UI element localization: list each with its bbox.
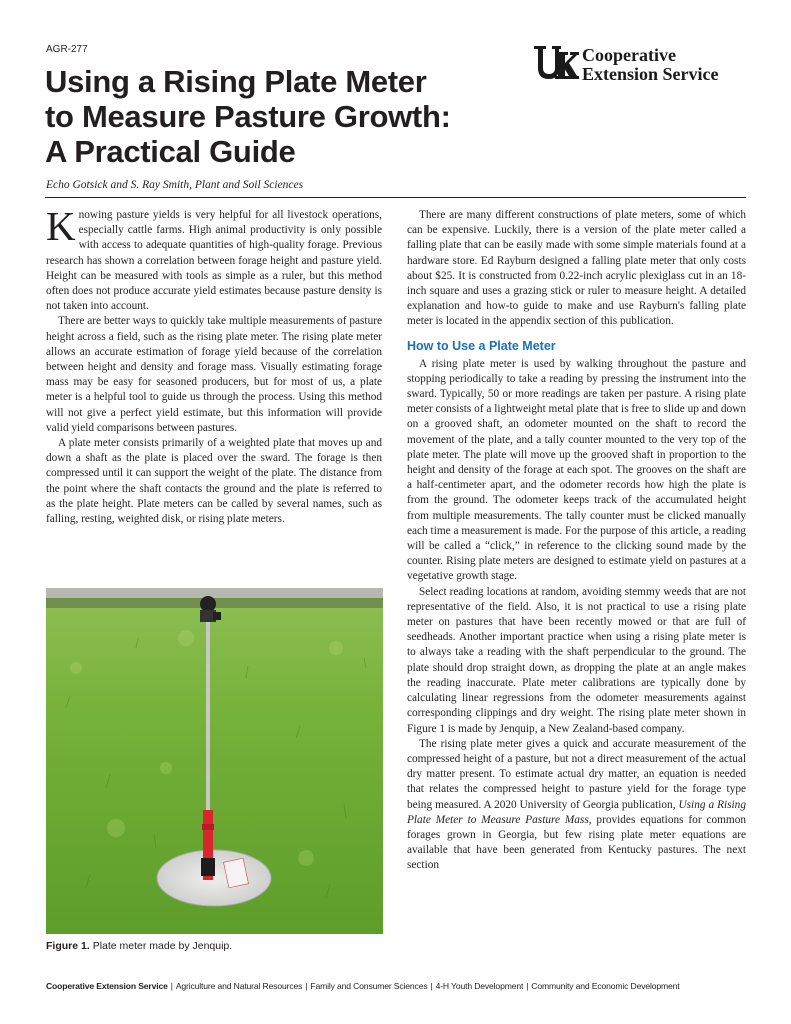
paragraph: The rising plate meter gives a quick and accurate measurement of the compressed height of a pasture, but not a direct measurement of the actual dry matter present. To estimate actual dry matter, an equation is needed that relates the compressed height to pasture yield for the forage type being measured. A 2020 University of Georgia publication, Using a Rising Plate Meter to Measure Pasture Mass, provides equations for common forages grown in Georgia, but few rising plate meter equations are available that have been generated from Kentucky pastures. The next section xyxy=(407,737,746,872)
title-line: Using a Rising Plate Meter xyxy=(45,64,427,99)
paragraph: There are many different constructions of plate meters, some of which can be expensive. Luckily, there is a version of the plate meter called a falling plate that can be easily made with some simple materials found at a hardware store. Ed Rayburn designed a falling plate meter that only costs about $25. It is constructed from 0.22-inch acrylic plexiglass cut in an 18-inch square and uses a grazing stick or ruler to measure height. A detailed explanation and how-to guide to make and use Rayburn's falling plate meter is located in the appendix section of this publication. xyxy=(407,209,746,328)
section-heading: How to Use a Plate Meter xyxy=(407,338,556,353)
footer-program: 4-H Youth Development xyxy=(435,981,524,991)
publication-code: AGR-277 xyxy=(46,44,88,55)
header-divider xyxy=(45,197,746,198)
footer-program: Agriculture and Natural Resources xyxy=(175,981,303,991)
plate-meter-in-pasture-image xyxy=(46,588,383,934)
drop-cap: K xyxy=(46,203,76,249)
title-line: to Measure Pasture Growth: xyxy=(45,99,451,134)
footer-org: Cooperative Extension Service xyxy=(46,981,168,991)
figure-label: Figure 1. xyxy=(46,940,90,952)
logo-text-cooperative: Cooperative xyxy=(582,45,676,65)
column-right xyxy=(407,208,746,874)
paragraph: A plate meter consists primarily of a weighted plate that moves up and down a shaft as the plate is placed over the sward. The forage is then compressed until it can support the weight of the plate. The distance from the point where the shaft contacts the ground and the plate is referred to as the plate height. Plate meters can be called by several names, such as falling, resting, weighted disk, or rising plate meters. xyxy=(46,437,382,526)
figure-caption-text: Plate meter made by Jenquip. xyxy=(92,940,233,952)
uk-logo-icon xyxy=(533,46,579,82)
footer-program: Family and Consumer Sciences xyxy=(310,981,428,991)
logo-text-extension-service: Extension Service xyxy=(582,64,719,84)
column-left xyxy=(46,203,382,527)
document-title xyxy=(45,64,545,169)
page-footer: Cooperative Extension Service | Agriculture and Natural Resources | Family and Consumer Sciences | 4-H Youth Development | Community and Economic Development xyxy=(46,981,680,991)
extension-logo xyxy=(533,46,747,86)
paragraph-intro: Knowing pasture yields is very helpful for all livestock operations, especially cattle farms. High animal productivity is only possible with access to adequate quantities of high-quality forage. Previous research has shown a correlation between forage height and pasture yield. Height can be measured with tools as simple as a ruler, but this method often does not produce accurate yield estimates because pasture density is not taken into account. xyxy=(46,203,382,313)
figure-caption xyxy=(46,940,232,952)
title-line: A Practical Guide xyxy=(45,134,296,169)
paragraph: There are better ways to quickly take multiple measurements of pasture height across a field, such as the rising plate meter. The rising plate meter allows an accurate estimation of forage yield because of the correlation between height and density and forage mass. Visually estimating forage mass may be easy for seasoned producers, but for most of us, a plate meter is a helpful tool to guide us through the process. Using this method will not give a perfect yield estimate, but this information will provide valid yield comparisons between pastures. xyxy=(46,315,382,434)
cited-publication-title: Using a Rising Plate Meter to Measure Pasture Mass xyxy=(407,798,746,826)
authors-line: Echo Gotsick and S. Ray Smith, Plant and Soil Sciences xyxy=(46,179,304,191)
footer-program: Community and Economic Development xyxy=(531,981,680,991)
figure-photo-plate-meter xyxy=(46,588,383,934)
paragraph: Select reading locations at random, avoiding stemmy weeds that are not representative of the field. Also, it is not practical to use a rising plate meter on pastures that have been recently mowed or that are full of seedheads. Another important practice when using a rising plate meter is to always take a reading with the shaft perpendicular to the ground. The plate should drop straight down, as dropping the plate at an angle makes the reading inaccurate. Plate meter calibrations are typically done by calculating linear regressions from the odometer measurements against corresponding clippings and dry weight. The rising plate meter shown in Figure 1 is made by Jenquip, a New Zealand-based company. xyxy=(407,585,746,735)
paragraph: A rising plate meter is used by walking throughout the pasture and stopping periodically to take a reading by pressing the instrument into the sward. Typically, 50 or more readings are taken per pasture. A rising plate meter consists of a lightweight metal plate that is free to slide up and down on a grooved shaft, an odometer mounted on the shaft to record the movement of the plate, and a tally counter mounted to the very top of the plate meter. The plate will move up the grooved shaft in proportion to the height and density of the forage at each spot. The grooves on the shaft are a half-centimeter apart, and the odometer records how high the plate is from the ground. The odometer keeps track of the accumulated height from multiple measurements. The tally counter must be clicked manually each time a measurement is made. For the purpose of this article, a reading will be called a “click,” in reference to the clicking sound made by the counter. Rising plate meters are designed to estimate yield on pastures at a vegetative growth stage. xyxy=(407,357,746,583)
